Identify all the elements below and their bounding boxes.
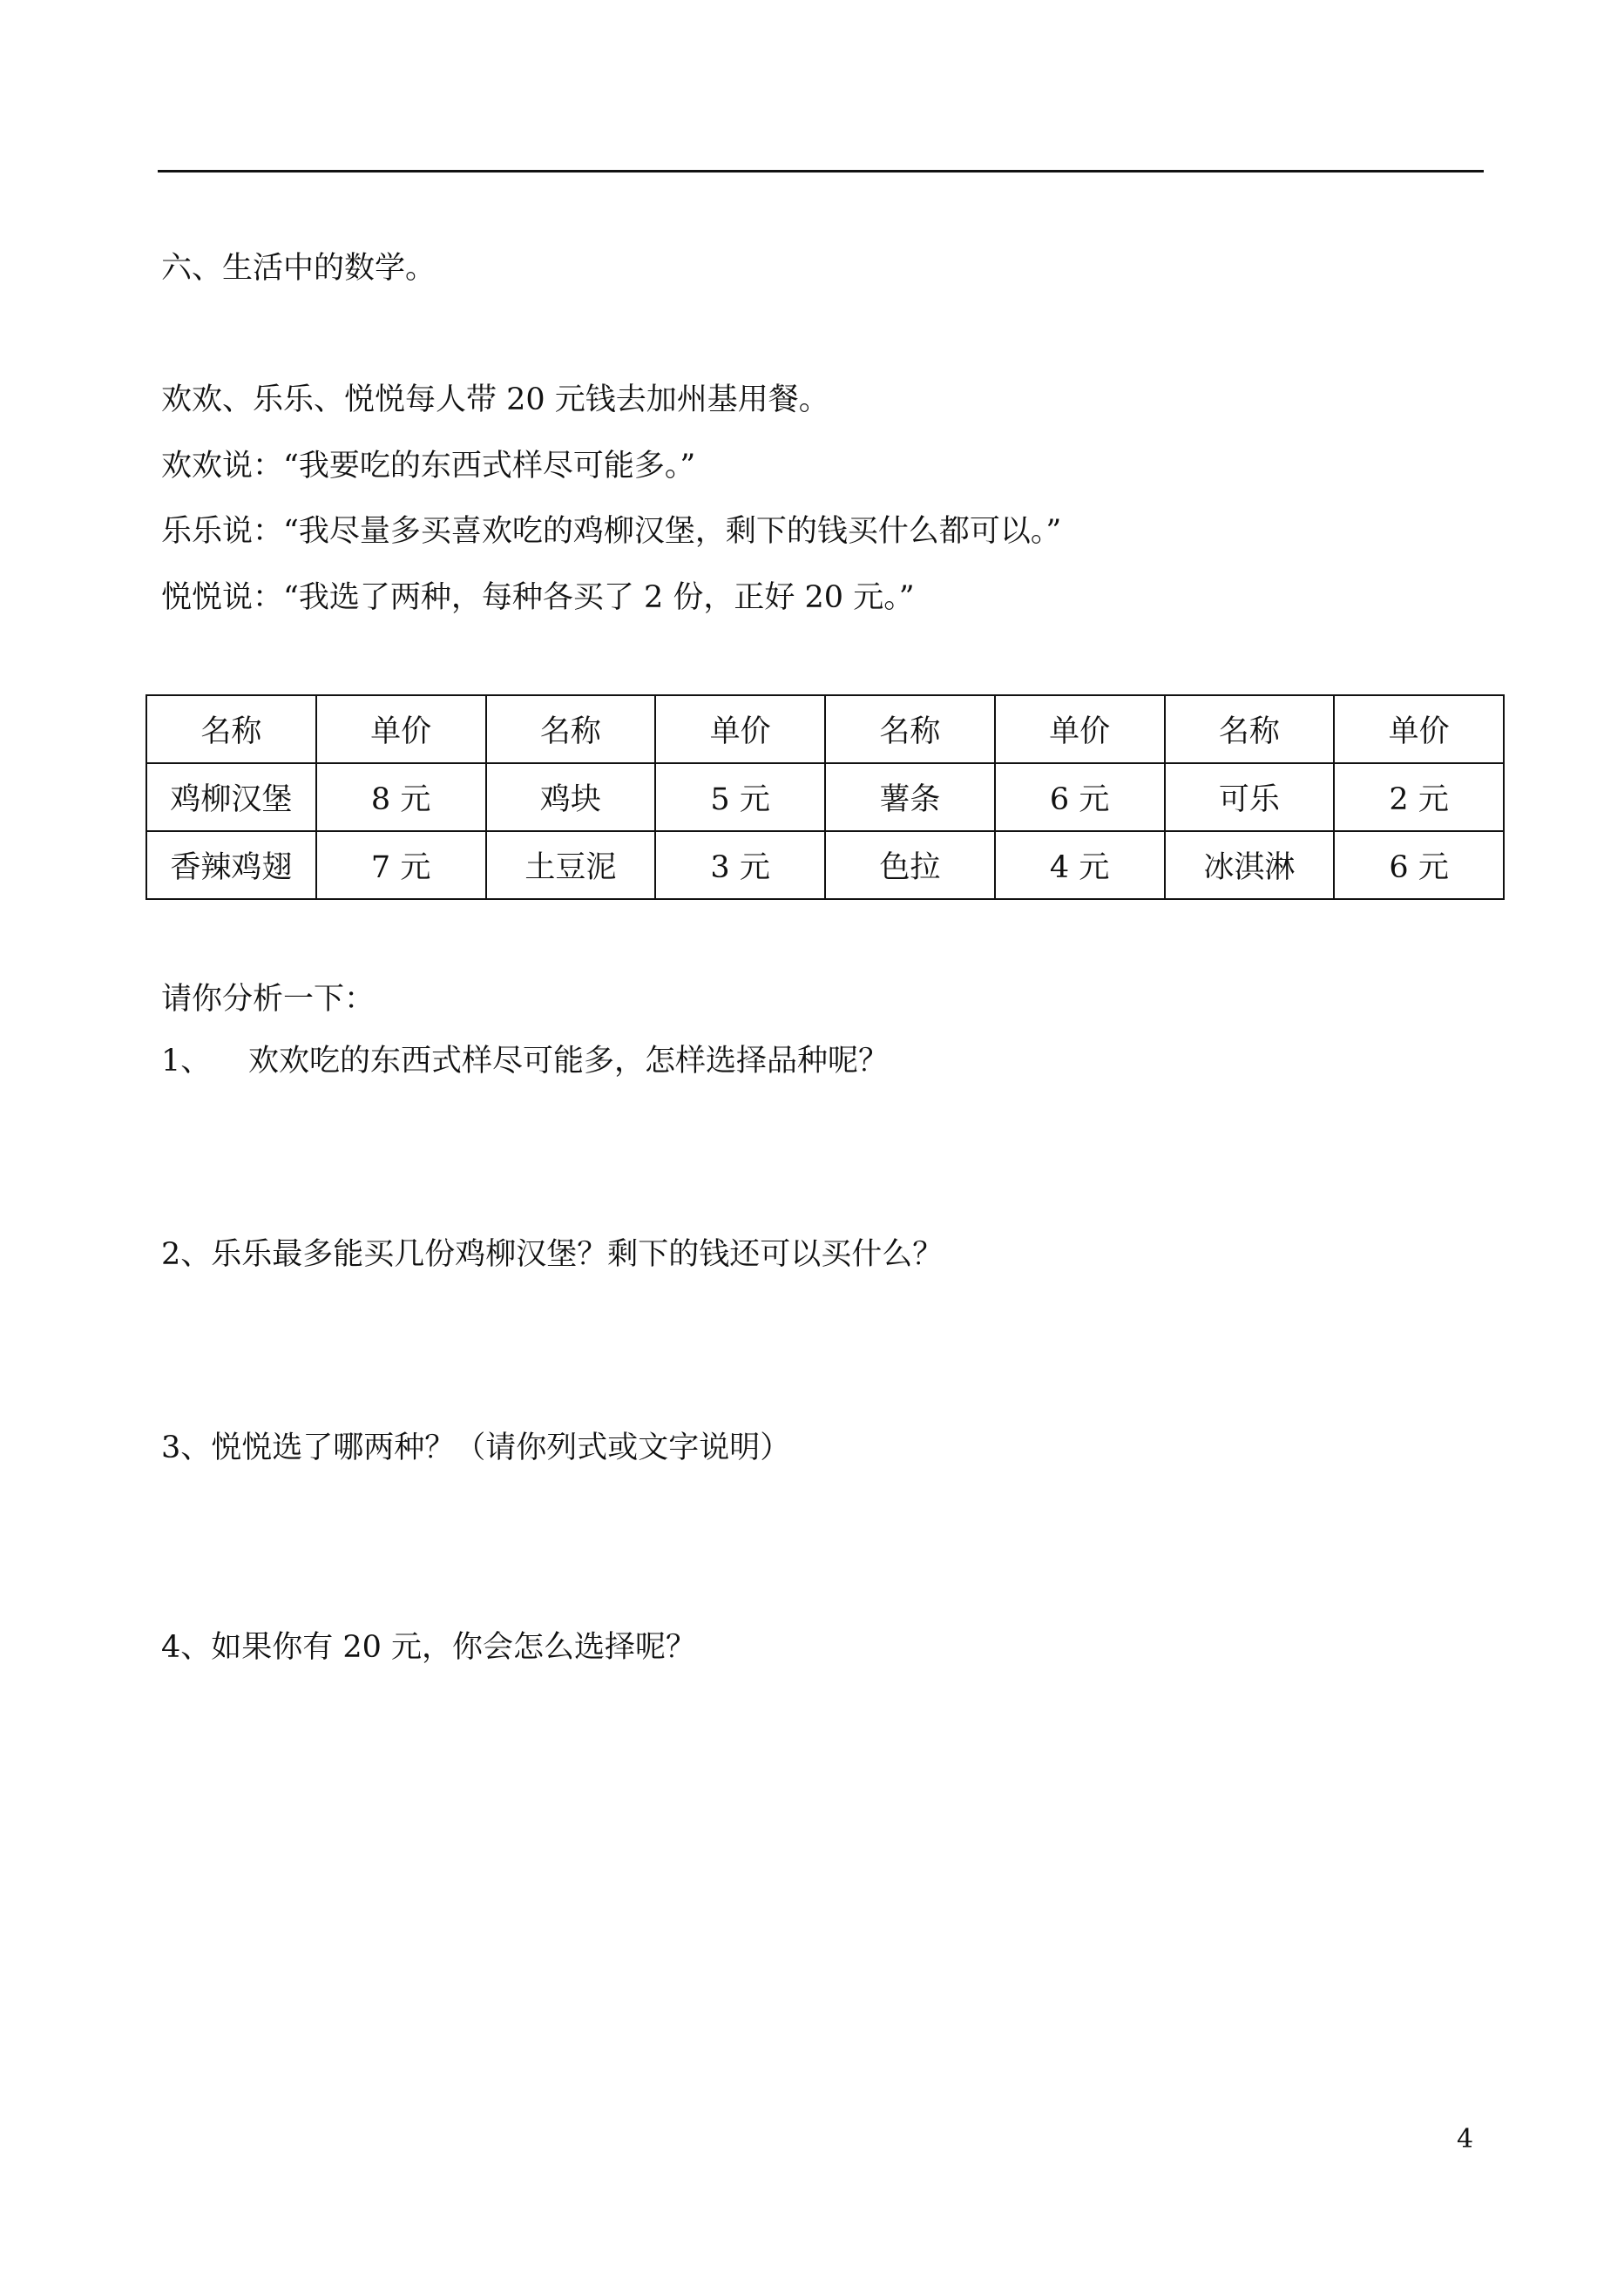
intro-line-3: 乐乐说：“我尽量多买喜欢吃的鸡柳汉堡，剩下的钱买什么都可以。” — [161, 514, 1062, 549]
item-price-cell: 2 元 — [1334, 763, 1504, 831]
question-3: 3、悦悦选了哪两种？（请你列式或文字说明） — [161, 1431, 791, 1465]
header-cell-name: 名称 — [146, 695, 316, 763]
header-cell-price: 单价 — [1334, 695, 1504, 763]
item-name-cell: 色拉 — [825, 831, 995, 899]
item-price-cell: 6 元 — [995, 763, 1165, 831]
question-4: 4、如果你有 20 元，你会怎么选择呢？ — [161, 1630, 697, 1665]
item-price-cell: 6 元 — [1334, 831, 1504, 899]
item-name-cell: 土豆泥 — [486, 831, 656, 899]
table-row — [146, 831, 1504, 899]
item-price-cell: 4 元 — [995, 831, 1165, 899]
header-cell-price: 单价 — [655, 695, 825, 763]
analysis-prompt: 请你分析一下： — [161, 982, 376, 1017]
header-cell-price: 单价 — [316, 695, 486, 763]
header-cell-name: 名称 — [1165, 695, 1335, 763]
item-name-cell: 冰淇淋 — [1165, 831, 1335, 899]
item-price-cell: 3 元 — [655, 831, 825, 899]
item-price-cell: 7 元 — [316, 831, 486, 899]
header-cell-price: 单价 — [995, 695, 1165, 763]
section-title: 六、生活中的数学。 — [161, 251, 436, 286]
item-name-cell: 可乐 — [1165, 763, 1335, 831]
table-row — [146, 763, 1504, 831]
item-name-cell: 鸡柳汉堡 — [146, 763, 316, 831]
item-name-cell: 香辣鸡翅 — [146, 831, 316, 899]
item-name-cell: 薯条 — [825, 763, 995, 831]
intro-line-4: 悦悦说：“我选了两种，每种各买了 2 份，正好 20 元。” — [161, 580, 915, 615]
item-name-cell: 鸡块 — [486, 763, 656, 831]
question-2: 2、乐乐最多能买几份鸡柳汉堡？剩下的钱还可以买什么？ — [161, 1237, 944, 1272]
intro-line-2: 欢欢说：“我要吃的东西式样尽可能多。” — [161, 449, 696, 484]
question-1-number: 1、 — [161, 1044, 212, 1079]
question-1-text: 欢欢吃的东西式样尽可能多，怎样选择品种呢？ — [248, 1044, 890, 1079]
header-cell-name: 名称 — [825, 695, 995, 763]
page-number: 4 — [1457, 2124, 1474, 2154]
item-price-cell: 8 元 — [316, 763, 486, 831]
price-table — [145, 694, 1505, 900]
intro-line-1: 欢欢、乐乐、悦悦每人带 20 元钱去加州基用餐。 — [161, 382, 829, 417]
table-header-row — [146, 695, 1504, 763]
header-cell-name: 名称 — [486, 695, 656, 763]
header-rule — [158, 170, 1484, 172]
item-price-cell: 5 元 — [655, 763, 825, 831]
